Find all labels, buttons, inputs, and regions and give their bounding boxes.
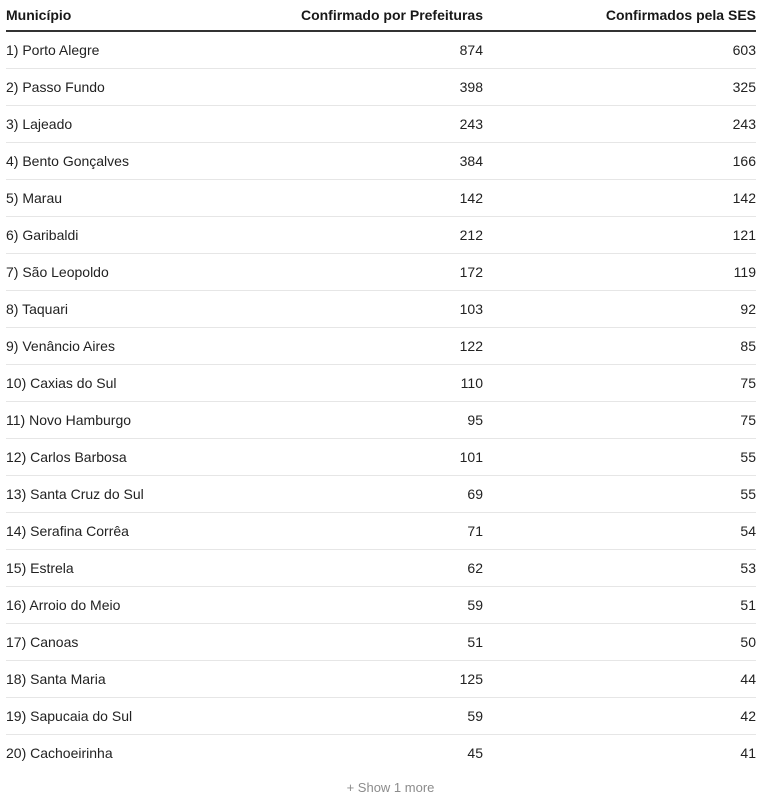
column-header-municipio: Município (6, 0, 246, 31)
cell-ses: 50 (483, 624, 756, 661)
cell-prefeituras: 45 (467, 745, 483, 761)
cell-prefeituras: 212 (246, 217, 483, 254)
cell-prefeituras: 95 (246, 402, 483, 439)
cell-ses: 55 (483, 439, 756, 476)
table-row (6, 106, 756, 143)
cell-ses: 243 (483, 106, 756, 143)
cell-municipio: 4) Bento Gonçalves (6, 143, 246, 180)
cell-ses: 42 (483, 698, 756, 735)
cell-prefeituras: 874 (246, 31, 483, 69)
cell-municipio: 11) Novo Hamburgo (6, 402, 246, 439)
table-row (6, 217, 756, 254)
cell-municipio: 7) São Leopoldo (6, 254, 246, 291)
cell-prefeituras: 103 (246, 291, 483, 328)
table-row (6, 735, 756, 772)
table-row (6, 513, 756, 550)
table-row (6, 180, 756, 217)
cell-municipio: 9) Venâncio Aires (6, 328, 246, 365)
cell-ses: 54 (483, 513, 756, 550)
cell-prefeituras: 398 (246, 69, 483, 106)
cell-prefeituras: 122 (246, 328, 483, 365)
cell-municipio: 17) Canoas (6, 624, 246, 661)
cell-municipio: 10) Caxias do Sul (6, 365, 246, 402)
show-more-button[interactable]: + Show 1 more (346, 780, 435, 795)
table-row (6, 439, 756, 476)
cell-municipio: 18) Santa Maria (6, 661, 246, 698)
table-row (6, 587, 756, 624)
cell-ses: 121 (483, 217, 756, 254)
table-row (6, 254, 756, 291)
cell-ses: 166 (483, 143, 756, 180)
cell-prefeituras: 51 (246, 624, 483, 661)
cell-municipio: 16) Arroio do Meio (6, 587, 246, 624)
table-row (6, 328, 756, 365)
cell-municipio: 8) Taquari (6, 291, 246, 328)
municipality-table (6, 0, 756, 771)
cell-municipio: 19) Sapucaia do Sul (6, 698, 246, 735)
cell-prefeituras: 142 (246, 180, 483, 217)
cell-prefeituras: 125 (246, 661, 483, 698)
cell-ses: 85 (483, 328, 756, 365)
column-header-prefeituras: Confirmado por Prefeituras (246, 0, 483, 31)
table-row (6, 291, 756, 328)
table-row (6, 69, 756, 106)
cell-municipio: 12) Carlos Barbosa (6, 439, 246, 476)
cell-ses: 41 (740, 745, 756, 761)
table-row (6, 624, 756, 661)
column-header-ses: Confirmados pela SES (483, 0, 756, 31)
cell-ses: 51 (483, 587, 756, 624)
cell-ses: 325 (483, 69, 756, 106)
cell-municipio: 1) Porto Alegre (6, 31, 246, 69)
table-row (6, 661, 756, 698)
cell-municipio: 5) Marau (6, 180, 246, 217)
cell-ses: 142 (483, 180, 756, 217)
cell-prefeituras: 101 (246, 439, 483, 476)
table-row (6, 143, 756, 180)
cell-ses: 603 (483, 31, 756, 69)
cell-ses: 55 (483, 476, 756, 513)
cell-prefeituras: 69 (246, 476, 483, 513)
cell-prefeituras: 172 (246, 254, 483, 291)
table-row (6, 402, 756, 439)
table-body (6, 31, 756, 771)
cell-municipio: 2) Passo Fundo (6, 69, 246, 106)
cell-ses: 75 (483, 365, 756, 402)
cell-municipio: 14) Serafina Corrêa (6, 513, 246, 550)
cell-prefeituras: 71 (246, 513, 483, 550)
cell-ses: 92 (483, 291, 756, 328)
cell-municipio: 15) Estrela (6, 550, 246, 587)
cell-prefeituras: 59 (246, 587, 483, 624)
cell-municipio: 13) Santa Cruz do Sul (6, 476, 246, 513)
cell-ses: 44 (483, 661, 756, 698)
cell-ses: 53 (483, 550, 756, 587)
table-row (6, 476, 756, 513)
cell-municipio: 20) Cachoeirinha (6, 745, 113, 761)
cell-ses: 75 (483, 402, 756, 439)
cell-prefeituras: 62 (246, 550, 483, 587)
table-row (6, 698, 756, 735)
cell-municipio: 3) Lajeado (6, 106, 246, 143)
cell-prefeituras: 384 (246, 143, 483, 180)
table-row (6, 365, 756, 402)
cell-ses: 119 (483, 254, 756, 291)
cell-prefeituras: 59 (246, 698, 483, 735)
table-row (6, 31, 756, 69)
cell-prefeituras: 243 (246, 106, 483, 143)
table-row (6, 550, 756, 587)
cell-municipio: 6) Garibaldi (6, 217, 246, 254)
table-header-row (6, 0, 756, 31)
cell-prefeituras: 110 (246, 365, 483, 402)
